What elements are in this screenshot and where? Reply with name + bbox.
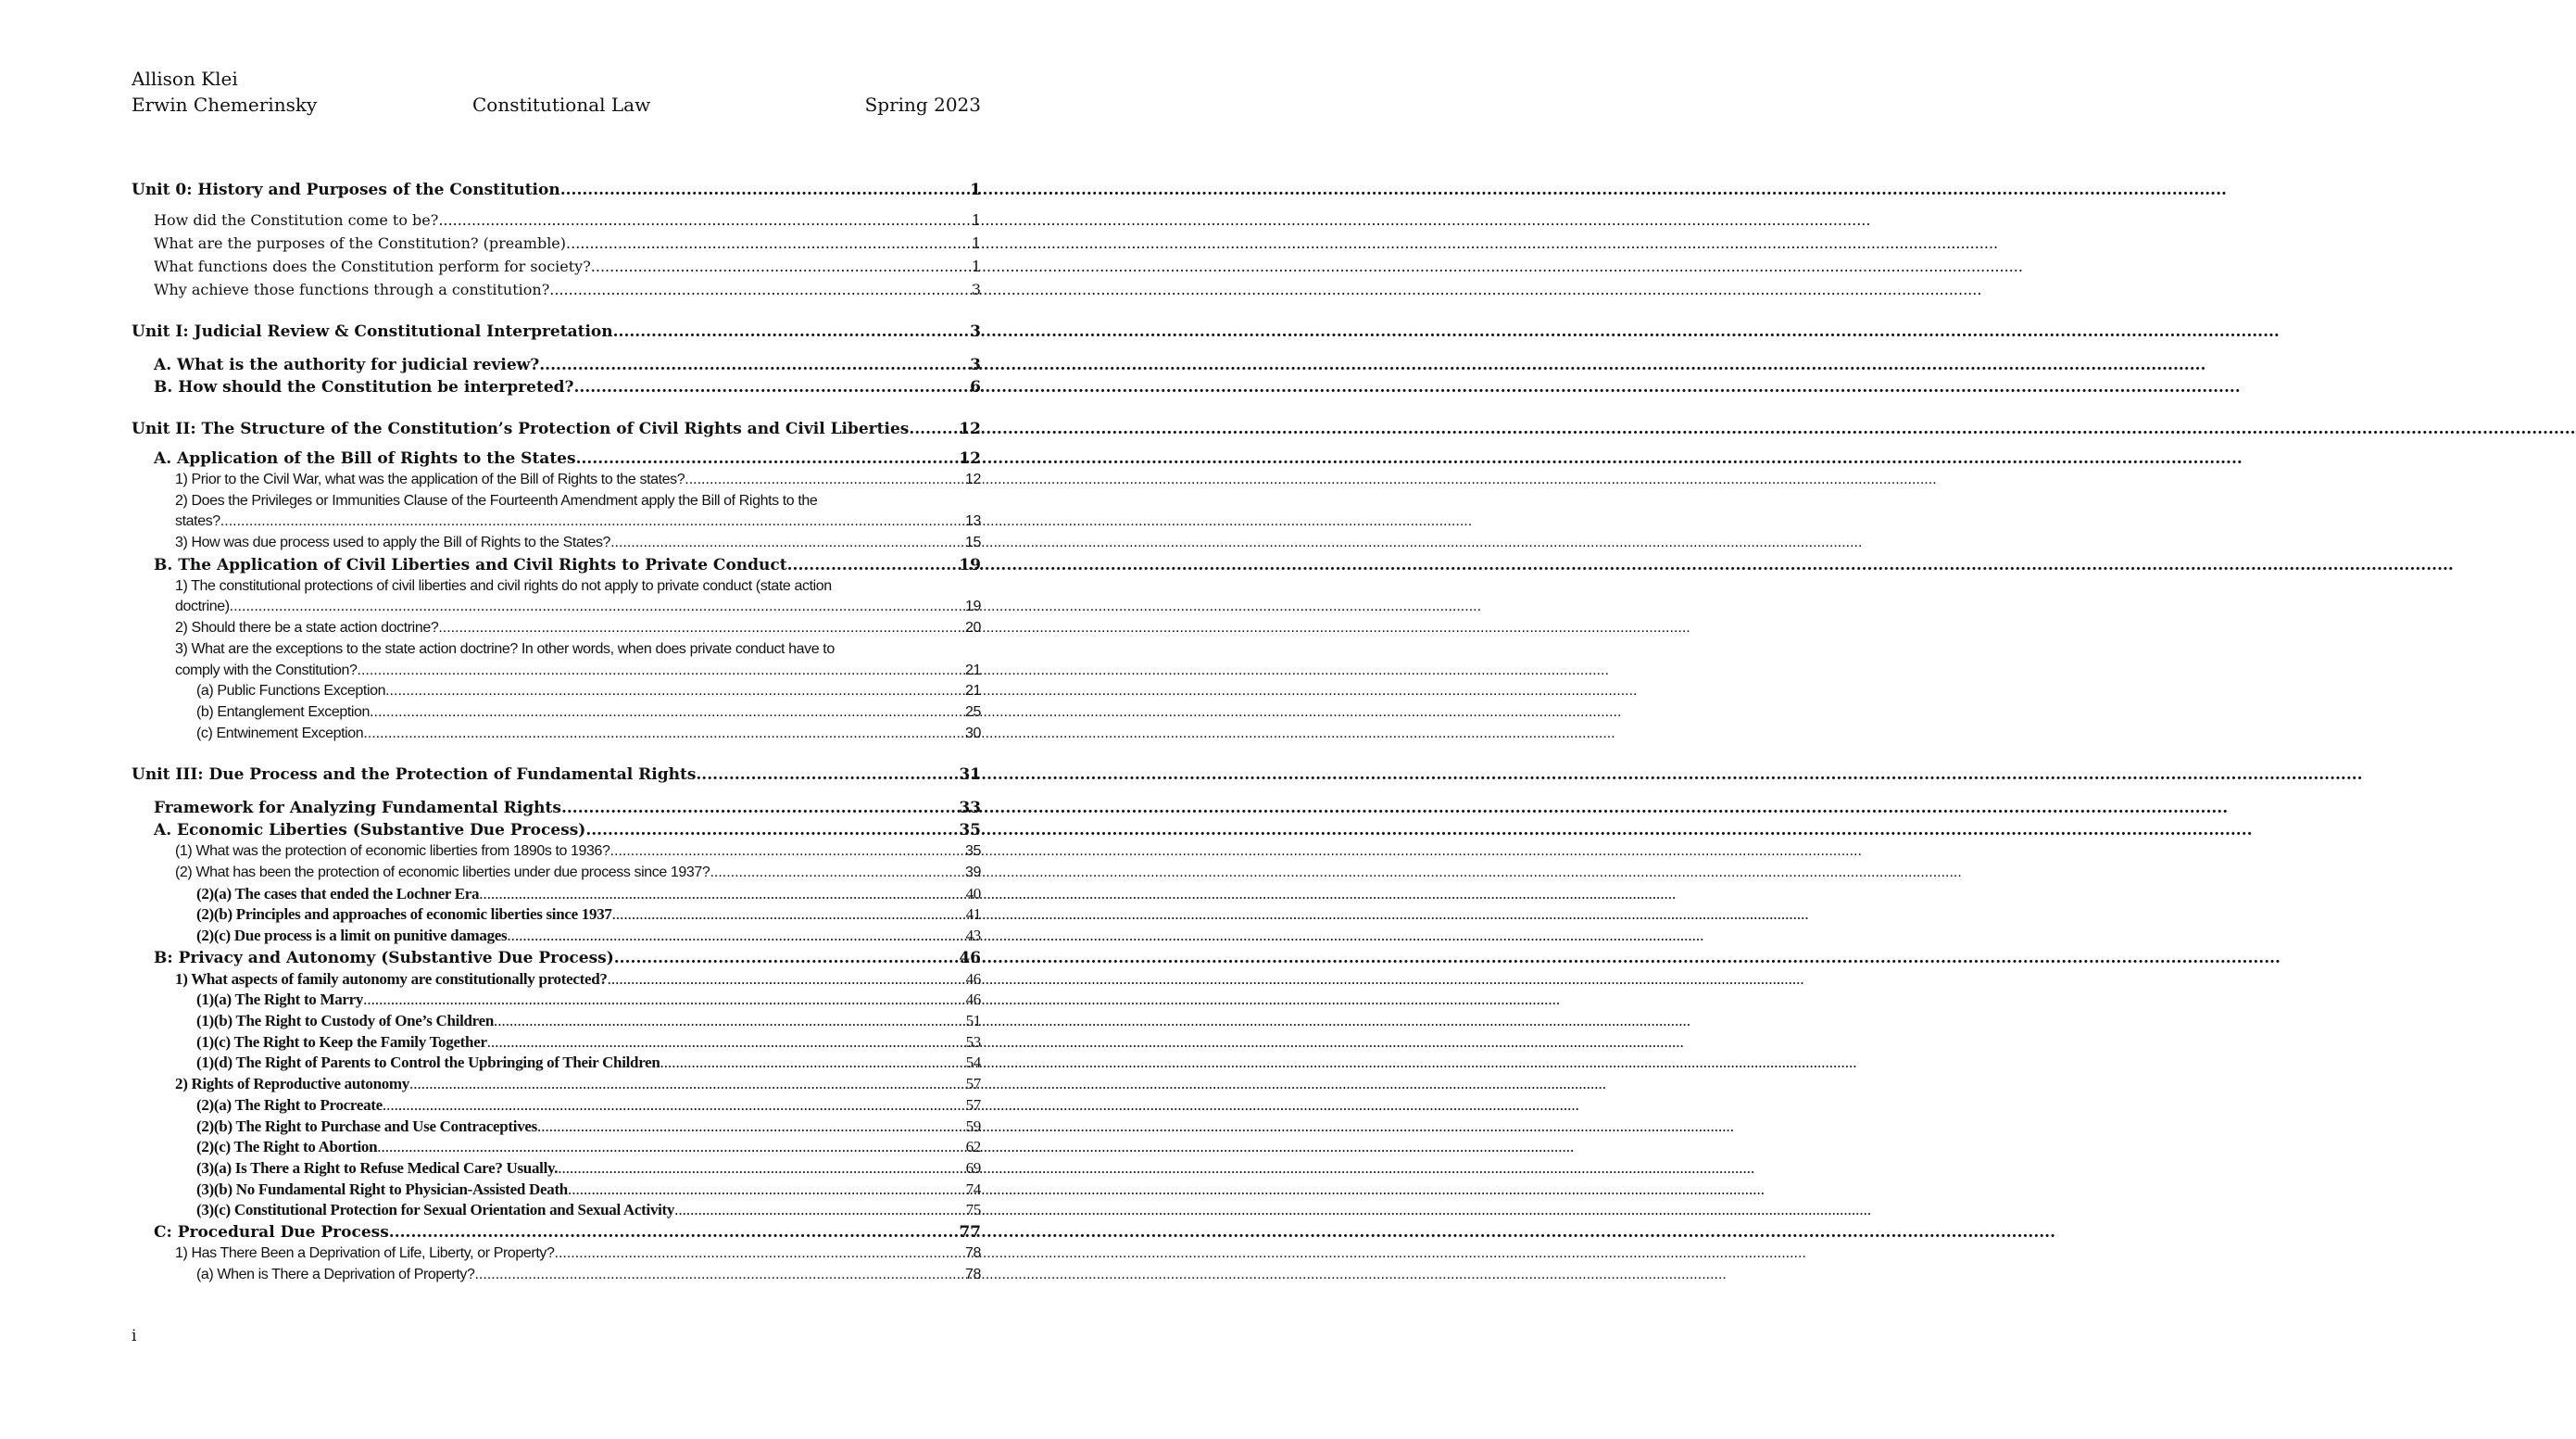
toc-unit-3[interactable] (132, 762, 981, 788)
toc-section[interactable] (132, 1221, 981, 1243)
dot-leader (363, 724, 965, 745)
toc-section[interactable] (132, 819, 981, 841)
toc-entry-label: 1) Prior to the Civil War, what was the application of the Bill of Rights to the states? (175, 472, 685, 487)
toc-page-number: 6 (970, 378, 981, 397)
toc-entry[interactable] (132, 618, 981, 639)
toc-page-number: 46 (959, 948, 981, 967)
dot-leader (591, 255, 972, 278)
toc-unit-1[interactable] (132, 319, 981, 345)
dot-leader (909, 416, 959, 442)
dot-leader (608, 969, 966, 991)
dot-leader (377, 1137, 965, 1158)
toc-entry-label: (2)(b) The Right to Purchase and Use Contraceptives (196, 1117, 537, 1135)
toc-page-number: 3 (970, 322, 981, 341)
toc-entry-label: B. How should the Constitution be interpreted? (154, 378, 574, 397)
toc-entry-label: (1) What was the protection of economic liberties from 1890s to 1936? (175, 843, 610, 860)
toc-entry-label: A. Application of the Bill of Rights to the States (154, 449, 576, 468)
dot-leader (614, 947, 960, 969)
toc-entry[interactable] (132, 533, 981, 554)
toc-page-number: 13 (965, 513, 981, 530)
dot-leader (537, 1117, 966, 1138)
toc-page-number: 12 (959, 449, 981, 468)
dot-leader (610, 841, 965, 863)
dot-leader (438, 618, 965, 639)
toc-page-number: 30 (965, 725, 981, 741)
toc-entry-label: 1) What aspects of family autonomy are constitutionally protected? (175, 969, 608, 988)
toc-page-number: 43 (965, 927, 981, 944)
toc-entry-label: states? (175, 513, 220, 530)
toc-page-number: 1 (971, 234, 981, 252)
toc-entry[interactable] (132, 232, 981, 255)
toc-page-number: 53 (965, 1032, 981, 1051)
toc-entry-label: (2)(c) The Right to Abortion (196, 1138, 378, 1156)
toc-entry-label: 2) Should there be a state action doctrine? (175, 620, 439, 637)
toc-entry[interactable] (132, 969, 981, 991)
toc-unit-2[interactable] (132, 416, 981, 442)
toc-entry-label: (a) When is There a Deprivation of Property? (196, 1266, 475, 1282)
toc-unit-0[interactable] (132, 177, 981, 203)
toc-entry[interactable] (132, 661, 981, 682)
toc-entry-label: (1)(d) The Right of Parents to Control the Upbringing of Their Children (196, 1054, 660, 1072)
toc-entry[interactable] (132, 702, 981, 724)
dot-leader (507, 926, 965, 947)
toc-entry[interactable] (132, 1053, 981, 1074)
header-line-1 (132, 66, 981, 92)
toc-page-number: 40 (965, 884, 981, 903)
toc-entry-label: A. What is the authority for judicial review? (154, 356, 540, 374)
toc-section[interactable] (132, 947, 981, 969)
toc-entry[interactable] (132, 1137, 981, 1158)
toc-entry[interactable] (132, 724, 981, 745)
dot-leader (385, 681, 965, 702)
dot-leader (389, 1221, 960, 1243)
dot-leader (438, 208, 971, 232)
toc-page-number: 39 (965, 864, 981, 880)
toc-page-number: 12 (965, 472, 981, 487)
dot-leader (585, 819, 959, 841)
toc-page-number: 3 (971, 281, 981, 298)
toc-page-number: 78 (965, 1266, 981, 1282)
dot-leader (613, 319, 971, 345)
toc-page-number: 57 (965, 1095, 981, 1114)
dot-leader (674, 1200, 965, 1221)
dot-leader (610, 533, 965, 554)
dot-leader (558, 1158, 965, 1180)
toc-entry[interactable] (132, 841, 981, 863)
table-of-contents (132, 177, 981, 1285)
author-name: Allison Klei (132, 68, 238, 90)
toc-entry-label: (c) Entwinement Exception (196, 725, 364, 741)
toc-page-number: 69 (965, 1158, 981, 1177)
toc-entry[interactable] (132, 1095, 981, 1117)
toc-entry[interactable] (132, 1180, 981, 1201)
dot-leader (487, 1032, 966, 1054)
toc-entry[interactable] (132, 208, 981, 232)
dot-leader (494, 1011, 966, 1032)
toc-entry-label: C: Procedural Due Process (154, 1222, 389, 1242)
dot-leader (566, 232, 972, 255)
toc-entry[interactable] (132, 511, 981, 533)
header-line-2 (132, 92, 981, 118)
toc-section[interactable] (132, 354, 981, 376)
toc-entry-label: 2) Rights of Reproductive autonomy (175, 1075, 409, 1093)
dot-leader (685, 470, 965, 491)
toc-page-number: 46 (965, 991, 981, 1009)
dot-leader (576, 448, 960, 470)
dot-leader (409, 1074, 966, 1095)
dot-leader (220, 511, 965, 533)
toc-page-number: 57 (965, 1075, 981, 1093)
toc-page-number: 35 (959, 821, 981, 840)
dot-leader (383, 1095, 966, 1117)
toc-entry[interactable] (132, 470, 981, 491)
toc-entry[interactable] (132, 1200, 981, 1221)
toc-entry[interactable] (132, 1265, 981, 1286)
toc-entry[interactable] (132, 1243, 981, 1265)
term: Spring 2023 (864, 94, 981, 116)
toc-page-number: 75 (965, 1201, 981, 1219)
toc-entry-label: Unit I: Judicial Review & Constitutional Interpretation (132, 322, 613, 341)
dot-leader (710, 863, 965, 884)
toc-entry-label: (b) Entanglement Exception (196, 703, 371, 720)
toc-section[interactable] (132, 448, 981, 470)
toc-page-number: 15 (965, 535, 981, 551)
dot-leader (696, 762, 959, 788)
toc-entry-label: (2)(b) Principles and approaches of economic liberties since 1937 (196, 905, 612, 924)
toc-page-number: 19 (959, 555, 981, 574)
professor-name: Erwin Chemerinsky (132, 94, 318, 116)
toc-entry-label: 1) Has There Been a Deprivation of Life, Liberty, or Property? (175, 1244, 555, 1261)
toc-entry[interactable] (132, 1032, 981, 1054)
toc-entry[interactable] (132, 990, 981, 1011)
toc-entry-label: What functions does the Constitution perform for society? (154, 258, 591, 275)
dot-leader (612, 904, 966, 926)
toc-entry[interactable] (132, 863, 981, 884)
toc-page-number: 59 (965, 1117, 981, 1135)
toc-page-number: 33 (959, 799, 981, 818)
toc-entry-label: Unit II: The Structure of the Constitution’s Protection of Civil Rights and Civil Liberties (132, 420, 910, 438)
toc-entry-label: (3)(b) No Fundamental Right to Physician-Assisted Death (196, 1180, 568, 1198)
toc-page-number: 46 (965, 969, 981, 988)
dot-leader (363, 990, 966, 1011)
toc-entry-wrap[interactable]: 3) What are the exceptions to the state action doctrine? In other words, when does private conduct have to (175, 640, 835, 657)
toc-page-number: 20 (965, 620, 981, 637)
toc-page-number: 12 (959, 420, 981, 438)
toc-section[interactable] (132, 554, 981, 576)
toc-page-number: 25 (965, 703, 981, 720)
toc-page-number: 3 (970, 356, 981, 374)
toc-entry-wrap[interactable]: 1) The constitutional protections of civil liberties and civil rights do not apply to private conduct (state action (175, 577, 832, 594)
toc-page-number: 78 (965, 1244, 981, 1261)
toc-entry-label: A. Economic Liberties (Substantive Due Process) (154, 821, 586, 840)
toc-entry[interactable] (132, 278, 981, 301)
toc-entry-label: B: Privacy and Autonomy (Substantive Due Process) (154, 948, 614, 967)
toc-page-number: 51 (965, 1012, 981, 1030)
toc-entry-label: (2)(a) The Right to Procreate (196, 1095, 383, 1114)
toc-page-number: 21 (965, 683, 981, 700)
toc-page-number: 1 (970, 181, 981, 199)
toc-entry-label: (3)(c) Constitutional Protection for Sexual Orientation and Sexual Activity (196, 1201, 675, 1219)
dot-leader (560, 177, 970, 203)
toc-page-number: 41 (965, 905, 981, 924)
dot-leader (370, 702, 965, 724)
toc-entry-label: (1)(a) The Right to Marry (196, 991, 364, 1009)
toc-page-number: 31 (959, 765, 981, 785)
toc-entry-label: (a) Public Functions Exception (196, 683, 386, 700)
toc-entry-label: B. The Application of Civil Liberties and Civil Rights to Private Conduct (154, 555, 787, 574)
toc-entry[interactable] (132, 1158, 981, 1180)
page-number: i (132, 1327, 137, 1345)
dot-leader (479, 884, 965, 905)
toc-entry-label: Unit III: Due Process and the Protection of Fundamental Rights (132, 765, 697, 785)
document-header (132, 66, 981, 118)
toc-entry-label: How did the Constitution come to be? (154, 211, 439, 229)
toc-entry[interactable] (132, 926, 981, 947)
toc-entry[interactable] (132, 1117, 981, 1138)
toc-entry[interactable] (132, 1074, 981, 1095)
dot-leader (358, 661, 965, 682)
toc-page-number: 77 (959, 1222, 981, 1242)
dot-leader (539, 354, 970, 376)
toc-entry-label: Why achieve those functions through a constitution? (154, 281, 550, 298)
toc-entry-label: Framework for Analyzing Fundamental Rights (154, 799, 561, 818)
dot-leader (660, 1053, 966, 1074)
toc-entry-label: doctrine) (175, 599, 230, 615)
toc-page-number: 54 (965, 1054, 981, 1072)
toc-page-number: 1 (971, 258, 981, 275)
toc-page-number: 19 (965, 599, 981, 615)
toc-page-number: 74 (965, 1180, 981, 1198)
toc-entry-label: What are the purposes of the Constitution? (preamble) (154, 234, 567, 252)
toc-entry[interactable] (132, 597, 981, 618)
toc-entry[interactable] (132, 884, 981, 905)
dot-leader (787, 554, 960, 576)
toc-entry-label: comply with the Constitution? (175, 662, 358, 678)
toc-entry-wrap[interactable]: 2) Does the Privileges or Immunities Clause of the Fourteenth Amendment apply the Bill of Rights to the (175, 492, 818, 509)
dot-leader (549, 278, 972, 301)
dot-leader (574, 376, 971, 398)
toc-entry-label: Unit 0: History and Purposes of the Constitution (132, 181, 560, 199)
toc-entry[interactable] (132, 1011, 981, 1032)
dot-leader (555, 1243, 966, 1265)
toc-page-number: 62 (965, 1138, 981, 1156)
toc-entry-label: (1)(c) The Right to Keep the Family Together (196, 1032, 487, 1051)
toc-entry[interactable] (132, 681, 981, 702)
dot-leader (561, 797, 959, 819)
dot-leader (474, 1265, 965, 1286)
toc-entry-label: (2) What has been the protection of economic liberties under due process since 1937? (175, 864, 710, 880)
toc-page-number: 35 (965, 843, 981, 860)
toc-entry-label: (2)(c) Due process is a limit on punitive damages (196, 927, 508, 944)
toc-section[interactable] (132, 376, 981, 398)
dot-leader (230, 597, 965, 618)
course-title: Constitutional Law (472, 94, 651, 116)
toc-entry-label: (2)(a) The cases that ended the Lochner Era (196, 884, 480, 903)
toc-entry-label: 3) How was due process used to apply the Bill of Rights to the States? (175, 535, 611, 551)
toc-entry[interactable] (132, 255, 981, 278)
toc-entry-label: (3)(a) Is There a Right to Refuse Medical Care? Usually. (196, 1158, 559, 1177)
toc-entry-label: (1)(b) The Right to Custody of One’s Children (196, 1012, 495, 1030)
toc-entry[interactable] (132, 904, 981, 926)
dot-leader (568, 1180, 966, 1201)
toc-section[interactable] (132, 797, 981, 819)
toc-page-number: 21 (965, 662, 981, 678)
toc-page-number: 1 (971, 211, 981, 229)
